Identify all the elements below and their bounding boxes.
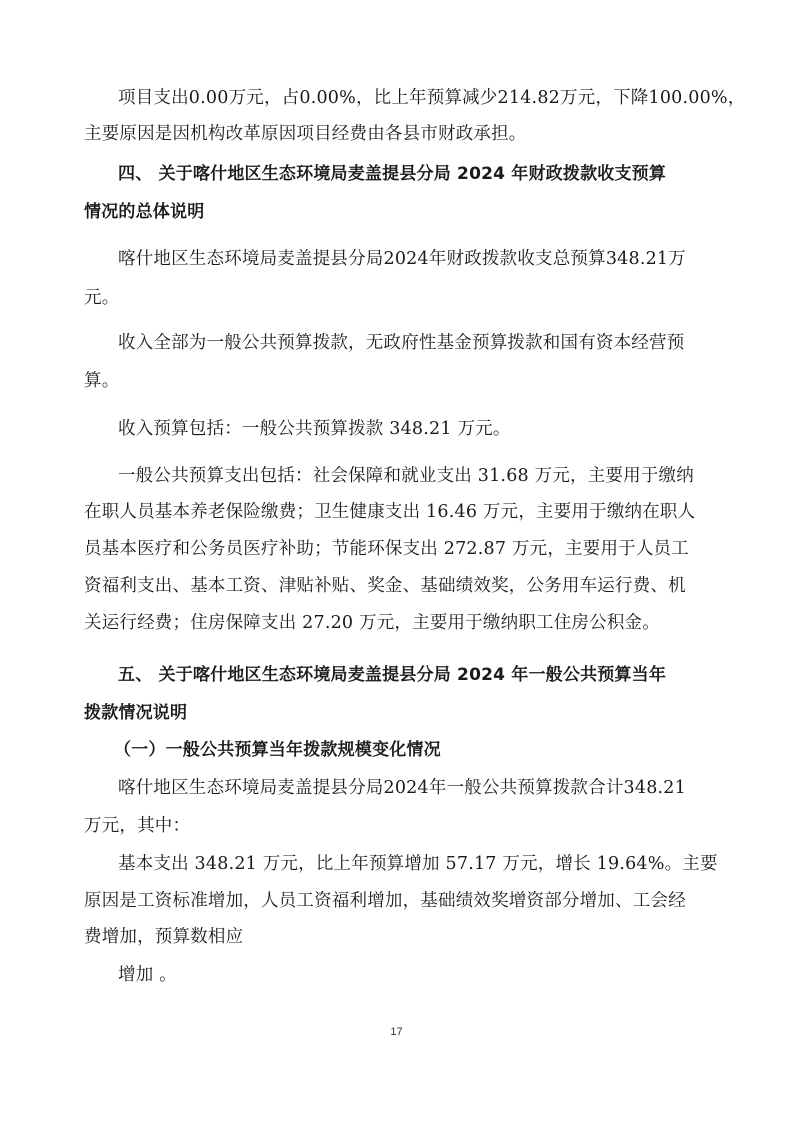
- section-heading-5: 五、 关于喀什地区生态环境局麦盖提县分局 2024 年一般公共预算当年: [118, 665, 667, 685]
- paragraph-line: 元。: [84, 288, 120, 308]
- paragraph-line: 主要原因是因机构改革原因项目经费由各县市财政承担。: [84, 124, 527, 144]
- paragraph-line: 员基本医疗和公务员医疗补助；节能环保支出 272.87 万元，主要用于人员工: [84, 539, 689, 559]
- paragraph-line: 增加 。: [118, 965, 177, 985]
- paragraph-line: 收入全部为一般公共预算拨款，无政府性基金预算拨款和国有资本经营预: [118, 333, 685, 353]
- paragraph-line: 资福利支出、基本工资、津贴补贴、奖金、基础绩效奖，公务用车运行费、机: [84, 576, 686, 596]
- page-number: 17: [390, 1026, 403, 1038]
- document-page: [84, 0, 746, 1122]
- paragraph-line: 喀什地区生态环境局麦盖提县分局2024年一般公共预算拨款合计348.21: [118, 778, 686, 798]
- subsection-heading: （一）一般公共预算当年拨款规模变化情况: [114, 740, 441, 760]
- section-heading-4-cont: 情况的总体说明: [84, 202, 205, 222]
- paragraph-line: 费增加，预算数相应: [84, 927, 244, 947]
- paragraph-line: 算。: [84, 371, 120, 391]
- section-heading-4: 四、 关于喀什地区生态环境局麦盖提县分局 2024 年财政拨款收支预算: [118, 164, 667, 184]
- paragraph-line: 原因是工资标准增加，人员工资福利增加，基础绩效奖增资部分增加、工会经: [84, 891, 686, 911]
- paragraph-line: 在职人员基本养老保险缴费；卫生健康支出 16.46 万元，主要用于缴纳在职人: [84, 502, 696, 522]
- paragraph-line: 关运行经费；住房保障支出 27.20 万元，主要用于缴纳职工住房公积金。: [84, 613, 660, 633]
- paragraph-line: 一般公共预算支出包括：社会保障和就业支出 31.68 万元，主要用于缴纳: [118, 466, 694, 486]
- paragraph-line: 项目支出0.00万元，占0.00%，比上年预算减少214.82万元，下降100.00%，: [118, 88, 746, 108]
- paragraph-line: 收入预算包括：一般公共预算拨款 348.21 万元。: [118, 419, 511, 439]
- paragraph-line: 万元，其中：: [84, 816, 191, 836]
- paragraph-line: 基本支出 348.21 万元，比上年预算增加 57.17 万元，增长 19.64%。主要: [118, 854, 718, 874]
- section-heading-5-cont: 拨款情况说明: [84, 703, 188, 723]
- paragraph-line: 喀什地区生态环境局麦盖提县分局2024年财政拨款收支总预算348.21万: [118, 249, 686, 269]
